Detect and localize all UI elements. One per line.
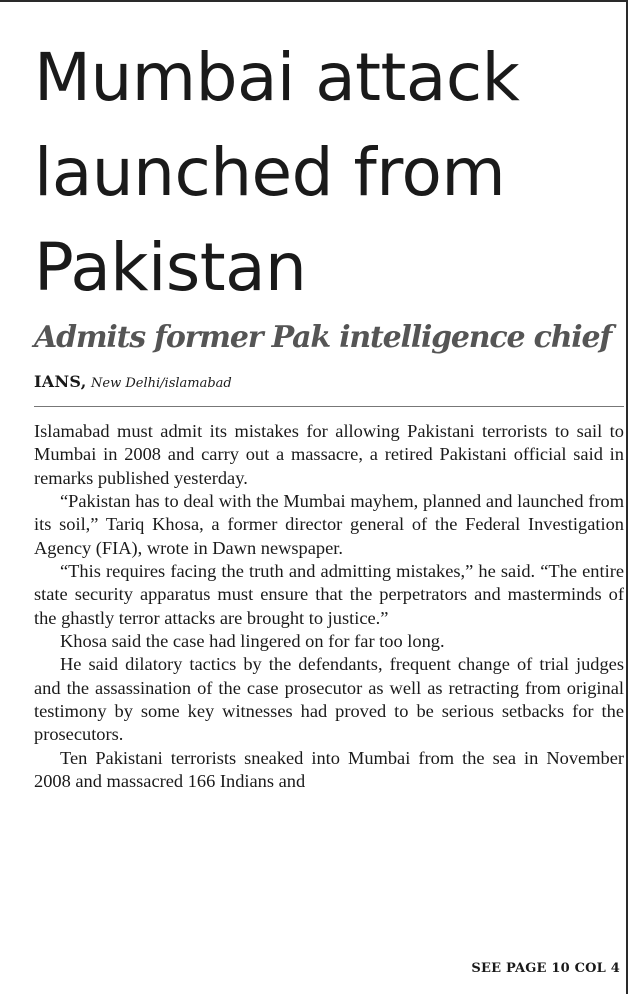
byline-location: New Delhi/islamabad: [91, 376, 232, 391]
subheadline: Admits former Pak intelligence chief: [34, 320, 612, 355]
top-border-rule: [0, 0, 626, 2]
headline-line: Pakistan: [34, 229, 307, 306]
article-paragraph: Islamabad must admit its mistakes for allowing Pakistani terrorists to sail to Mumbai in 2008 and carry out a massacre, a retired Pakistani official said in remarks published yesterday.: [34, 421, 624, 488]
headline-line: Mumbai attack: [34, 39, 520, 116]
article-paragraph: He said dilatory tactics by the defendants, frequent change of trial judges and the assassination of the case prosecutor as well as retracting from original testimony by some key witnesses had proved to be serious setbacks for the prosecutors.: [34, 654, 624, 745]
headline: [34, 30, 634, 315]
headline-line: launched from: [34, 134, 506, 211]
article-paragraph: Khosa said the case had lingered on for far too long.: [60, 631, 445, 652]
article-paragraph: “Pakistan has to deal with the Mumbai mayhem, planned and launched from its soil,” Tariq Khosa, a former director general of the Federal Investigation Agency (FIA), wrote in Dawn newspaper.: [34, 491, 624, 558]
byline: [34, 372, 614, 394]
article-paragraph: Ten Pakistani terrorists sneaked into Mumbai from the sea in November 2008 and massacred 166 Indians and: [34, 747, 624, 792]
article-paragraph: “This requires facing the truth and admitting mistakes,” he said. “The entire state security apparatus must ensure that the perpetrators and masterminds of the ghastly terror attacks are brought to justice.”: [34, 561, 624, 628]
byline-agency: IANS,: [34, 372, 87, 391]
continuation-note: SEE PAGE 10 COL 4: [471, 961, 620, 976]
byline-divider: [34, 406, 624, 407]
article-body: [34, 420, 624, 794]
